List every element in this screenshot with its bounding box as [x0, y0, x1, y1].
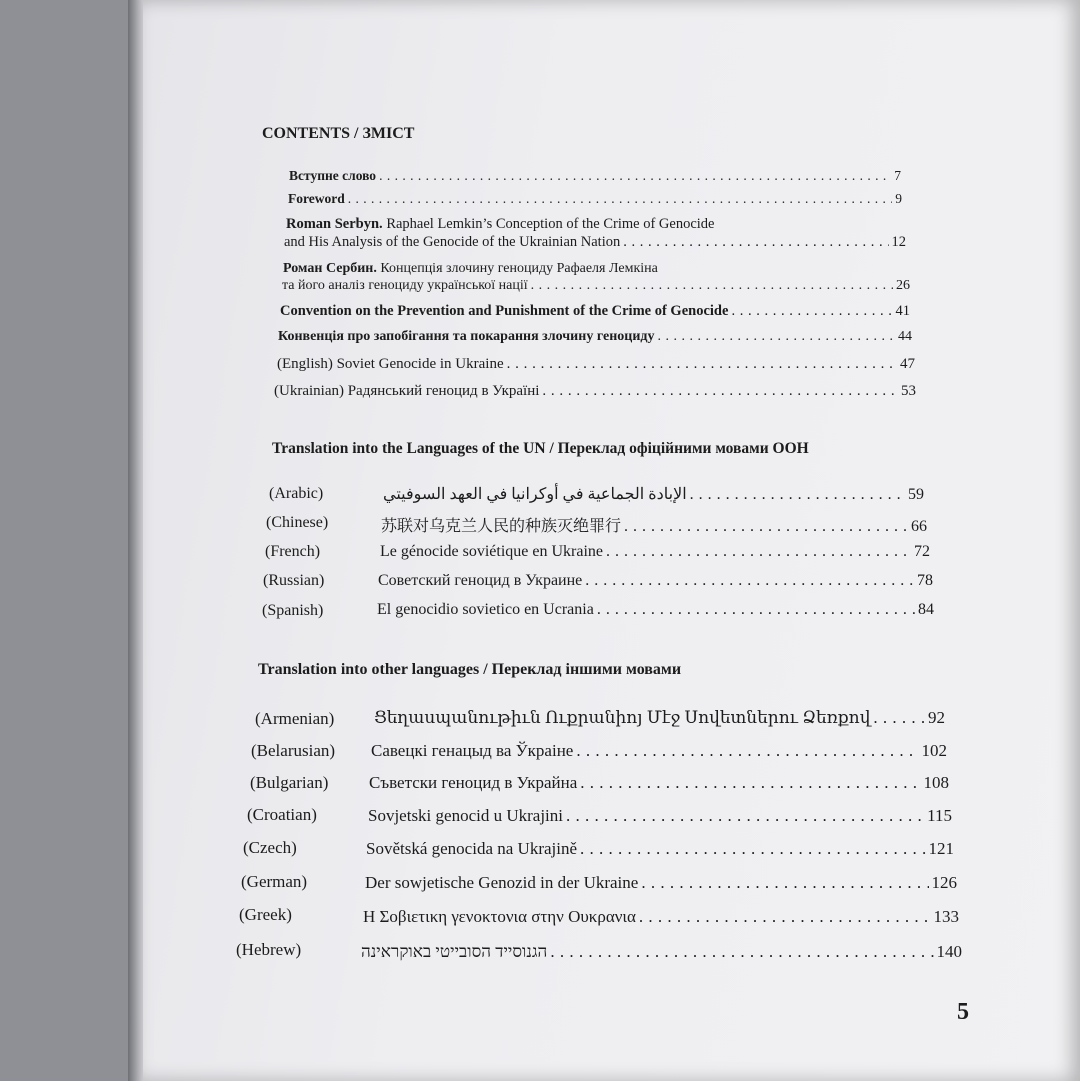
- dot-leader: [542, 383, 898, 400]
- toc-entry: [277, 356, 915, 373]
- dot-leader: [597, 601, 915, 619]
- translation-entry: [363, 907, 959, 927]
- toc-entry: [274, 383, 916, 400]
- toc-title: (English) Soviet Genocide in Ukraine: [277, 356, 504, 372]
- dot-leader: [507, 356, 897, 373]
- toc-page: 41: [895, 303, 910, 319]
- dot-leader: [690, 486, 905, 504]
- dot-leader: [873, 708, 925, 728]
- translation-entry: [365, 873, 957, 893]
- language-label: (Belarusian): [251, 741, 336, 760]
- contents-heading: CONTENTS / ЗМІСТ: [262, 125, 415, 142]
- toc-author: Roman Serbyn.: [286, 216, 383, 232]
- toc-entry: [278, 329, 912, 345]
- toc-title: Foreword: [288, 191, 345, 206]
- translation-title: הגנוסייד הסובייטי באוקראינה: [361, 942, 548, 961]
- translation-entry: [378, 572, 933, 590]
- other-section-heading: Translation into other languages / Переклад іншими мовами: [258, 661, 682, 678]
- toc-page: 12: [891, 234, 906, 250]
- translation-entry: [366, 839, 954, 859]
- translation-title: Sovjetski genocid u Ukrajini: [368, 806, 564, 825]
- translation-title: Советский геноцид в Украине: [378, 572, 583, 589]
- toc-entry: [289, 168, 901, 184]
- toc-page: 53: [901, 383, 916, 399]
- language-label: (Armenian): [255, 709, 335, 728]
- dot-leader: [639, 907, 931, 927]
- translation-entry: [361, 942, 962, 962]
- translation-entry: [380, 543, 930, 561]
- toc-page: 9: [895, 191, 902, 206]
- toc-title: Raphael Lemkin’s Conception of the Crime of Genocide: [382, 216, 715, 232]
- translation-page: 108: [923, 773, 949, 792]
- translation-title: Съветски геноцид в Украйна: [369, 773, 578, 792]
- translation-title: الإبادة الجماعية في أوكرانيا في العهد السوفيتي: [383, 486, 687, 503]
- translation-page: 102: [921, 741, 947, 760]
- toc-title: and His Analysis of the Genocide of the Ukrainian Nation: [284, 234, 621, 250]
- language-label: (French): [265, 543, 321, 560]
- translation-entry: [383, 484, 924, 504]
- dot-leader: [531, 278, 893, 294]
- dot-leader: [585, 572, 914, 590]
- translation-page: 115: [927, 806, 952, 825]
- dot-leader: [580, 839, 925, 859]
- language-label: (Arabic): [269, 485, 324, 502]
- dot-leader: [623, 234, 888, 251]
- translation-title: Sovětská genocida na Ukrajině: [366, 839, 578, 858]
- translation-entry: [369, 773, 949, 793]
- dot-leader: [379, 168, 891, 184]
- dot-leader: [657, 329, 895, 345]
- toc-entry-line1: [283, 261, 658, 277]
- toc-title: Конвенція про запобігання та покарання злочину геноциду: [278, 329, 655, 344]
- toc-title: та його аналіз геноциду української нації: [282, 278, 528, 293]
- translation-page: 78: [917, 572, 933, 589]
- translation-page: 72: [914, 543, 930, 560]
- translation-title: El genocidio sovietico en Ucrania: [377, 601, 594, 618]
- dot-leader: [624, 518, 908, 536]
- translation-page: 66: [911, 518, 927, 535]
- page-number: 5: [957, 999, 969, 1025]
- dot-leader: [641, 873, 928, 893]
- translation-title: 苏联对乌克兰人民的种族灭绝罪行: [381, 518, 622, 535]
- translation-entry: [377, 601, 934, 619]
- dot-leader: [566, 806, 924, 826]
- translation-page: 92: [928, 708, 945, 727]
- translation-entry: [371, 741, 947, 761]
- translation-entry: [368, 806, 952, 826]
- translation-page: 59: [908, 486, 924, 503]
- language-label: (Czech): [243, 838, 297, 857]
- language-label: (Spanish): [262, 602, 324, 619]
- toc-page: 44: [898, 329, 912, 344]
- translation-title: Савецкі генацыд ва Ўкраіне: [371, 741, 574, 760]
- translation-page: 140: [936, 942, 962, 961]
- translation-page: 121: [928, 839, 954, 858]
- translation-title: Η Σοβιετικη γενοκτονια στην Ουκρανια: [363, 907, 636, 926]
- translation-title: Le génocide soviétique en Ukraine: [380, 543, 604, 560]
- language-label: (Croatian): [247, 805, 317, 824]
- toc-entry: [280, 303, 910, 320]
- toc-author: Роман Сербин.: [283, 261, 377, 276]
- toc-page: 7: [894, 168, 901, 183]
- toc-entry-line1: [286, 216, 715, 233]
- un-section-heading: Translation into the Languages of the UN / Переклад офіційними мовами ООН: [272, 440, 809, 457]
- dot-leader: [348, 191, 893, 207]
- dot-leader: [580, 773, 920, 793]
- translation-page: 126: [931, 873, 957, 892]
- dot-leader: [576, 741, 918, 761]
- toc-title: Convention on the Prevention and Punishment of the Crime of Genocide: [280, 303, 729, 319]
- translation-title: Ցեղասպանութիւն Ուքրանիոյ Մէջ Սովետներու Ձեռքով: [374, 708, 871, 727]
- language-label: (Chinese): [266, 514, 329, 531]
- toc-page: 26: [896, 278, 910, 293]
- dot-leader: [606, 543, 911, 561]
- language-label: (Greek): [239, 905, 292, 924]
- dot-leader: [731, 303, 892, 320]
- translation-entry: [374, 708, 945, 728]
- language-label: (Russian): [263, 572, 325, 589]
- toc-entry-line2: [282, 278, 910, 294]
- toc-title: (Ukrainian) Радянський геноцид в Україні: [274, 383, 540, 399]
- language-label: (Bulgarian): [250, 773, 329, 792]
- toc-title: Концепція злочину геноциду Рафаеля Лемкіна: [376, 261, 658, 276]
- toc-page: 47: [900, 356, 915, 372]
- toc-title: Вступне слово: [289, 168, 377, 183]
- translation-page: 133: [933, 907, 959, 926]
- translation-title: Der sowjetische Genozid in der Ukraine: [365, 873, 639, 892]
- language-label: (German): [241, 872, 308, 891]
- dot-leader: [550, 942, 933, 962]
- translation-entry: [381, 513, 927, 536]
- translation-page: 84: [918, 601, 934, 618]
- language-label: (Hebrew): [236, 940, 302, 959]
- toc-entry: [288, 191, 902, 207]
- toc-entry-line2: [284, 234, 906, 251]
